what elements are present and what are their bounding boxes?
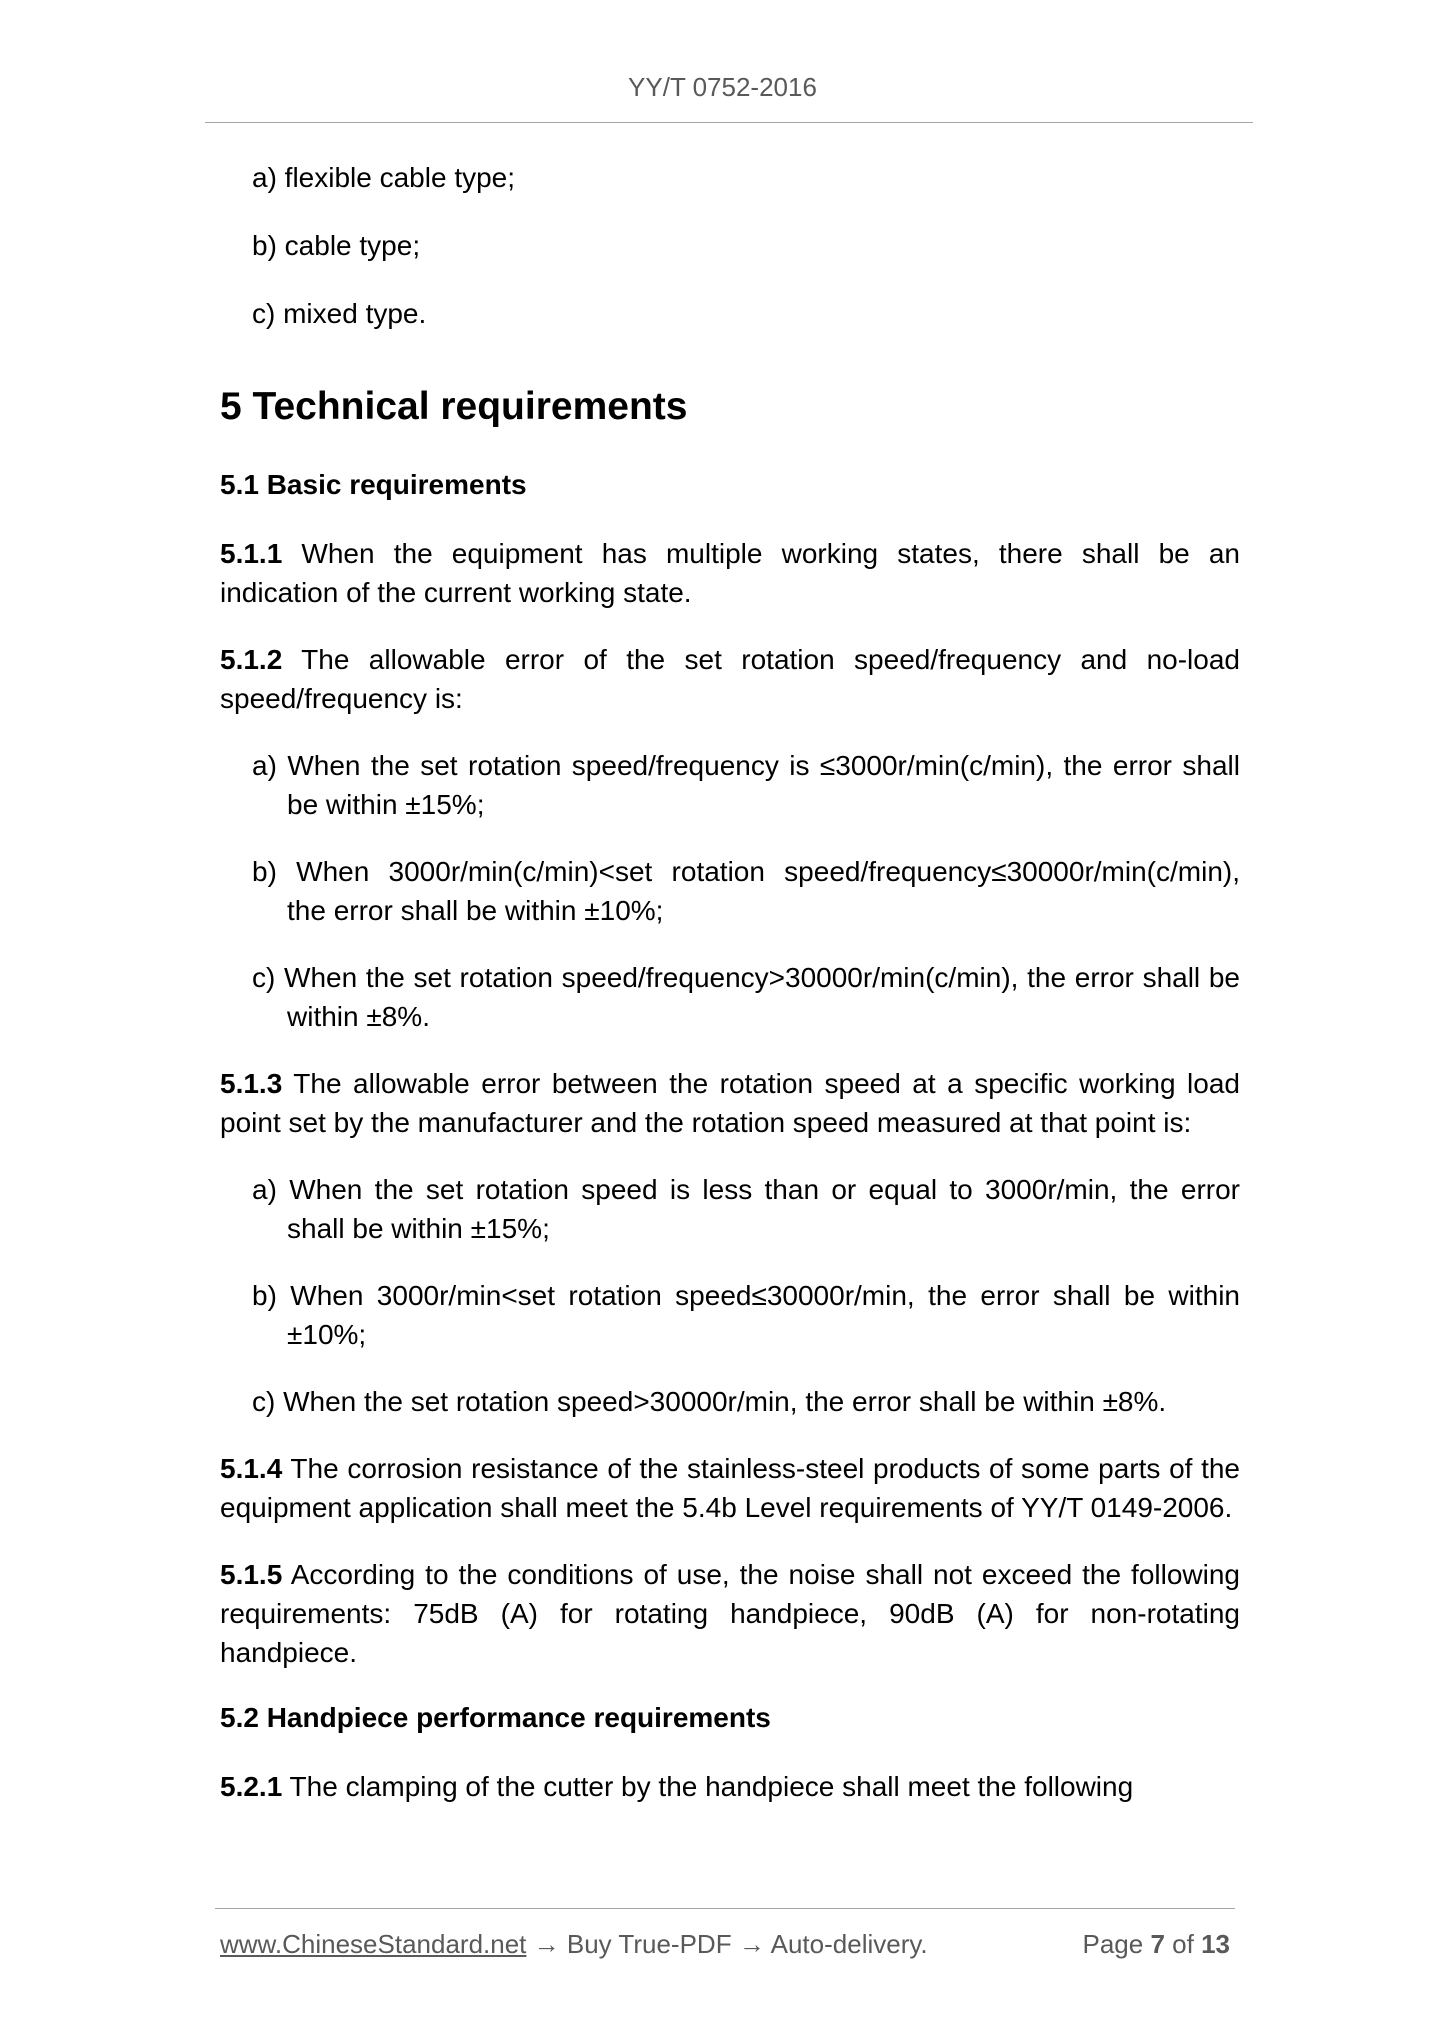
delivery-text: Auto-delivery.	[770, 1929, 928, 1959]
total-pages: 13	[1201, 1929, 1230, 1959]
list-item: b) When 3000r/min<set rotation speed≤30000r/min, the error shall be within ±10%;	[252, 1280, 1240, 1350]
footer-left	[220, 1929, 928, 1960]
list-item: c) When the set rotation speed>30000r/min, the error shall be within ±8%.	[252, 1386, 1167, 1417]
clause-number: 5.2.1	[220, 1771, 283, 1802]
clause-5-1-3-list	[220, 1170, 1240, 1421]
list-item: b) cable type;	[252, 230, 421, 261]
clause-5-1-5	[220, 1555, 1240, 1672]
list-item: a) When the set rotation speed is less than or equal to 3000r/min, the error shall be within ±15%;	[252, 1174, 1240, 1244]
list-item: b) When 3000r/min(c/min)<set rotation speed/frequency≤30000r/min(c/min), the error shall be within ±10%;	[252, 856, 1240, 926]
list-item: c) When the set rotation speed/frequency>30000r/min(c/min), the error shall be within ±8%.	[252, 962, 1240, 1032]
clause-number: 5.1.4	[220, 1453, 283, 1484]
arrow-right-icon: →	[533, 1929, 560, 1959]
header-divider	[205, 122, 1253, 123]
page-label: Page	[1082, 1929, 1144, 1959]
clause-text: The allowable error between the rotation speed at a specific working load point set by the manufacturer and the rotation speed measured at that point is:	[220, 1068, 1240, 1138]
section-heading-5-1: 5.1 Basic requirements	[220, 469, 527, 500]
clause-text: The allowable error of the set rotation speed/frequency and no-load speed/frequency is:	[220, 644, 1240, 714]
list-item: a) When the set rotation speed/frequency is ≤3000r/min(c/min), the error shall be within ±15%;	[252, 750, 1240, 820]
clause-5-1-1	[220, 534, 1240, 612]
clause-number: 5.1.3	[220, 1068, 283, 1099]
page-number	[1082, 1929, 1230, 1960]
of-label: of	[1172, 1929, 1194, 1959]
clause-number: 5.1.5	[220, 1559, 283, 1590]
section-heading-5: 5 Technical requirements	[220, 385, 688, 428]
clause-5-1-2-list	[220, 746, 1240, 1036]
list-item: c) mixed type.	[252, 298, 427, 329]
intro-list	[220, 158, 1240, 333]
page-header-title: YY/T 0752-2016	[628, 72, 817, 102]
clause-5-1-4	[220, 1449, 1240, 1527]
clause-number: 5.1.1	[220, 538, 283, 569]
buy-text: Buy True-PDF	[566, 1929, 732, 1959]
website-link[interactable]: www.ChineseStandard.net	[220, 1929, 527, 1959]
list-item: a) flexible cable type;	[252, 162, 516, 193]
footer-divider	[215, 1908, 1235, 1909]
clause-text: When the equipment has multiple working states, there shall be an indication of the current working state.	[220, 538, 1240, 608]
page-content	[220, 158, 1240, 1806]
arrow-right-icon: →	[738, 1929, 765, 1959]
clause-text: The clamping of the cutter by the handpiece shall meet the following	[282, 1771, 1134, 1802]
clause-text: According to the conditions of use, the noise shall not exceed the following requirements: 75dB (A) for rotating handpiece, 90dB (A) for non-rotating handpiece.	[220, 1559, 1240, 1668]
section-heading-5-2: 5.2 Handpiece performance requirements	[220, 1702, 771, 1733]
clause-5-1-2	[220, 640, 1240, 718]
clause-5-2-1	[220, 1767, 1240, 1806]
clause-number: 5.1.2	[220, 644, 283, 675]
clause-5-1-3	[220, 1064, 1240, 1142]
clause-text: The corrosion resistance of the stainless-steel products of some parts of the equipment application shall meet the 5.4b Level requirements of YY/T 0149-2006.	[220, 1453, 1240, 1523]
current-page: 7	[1150, 1929, 1165, 1959]
